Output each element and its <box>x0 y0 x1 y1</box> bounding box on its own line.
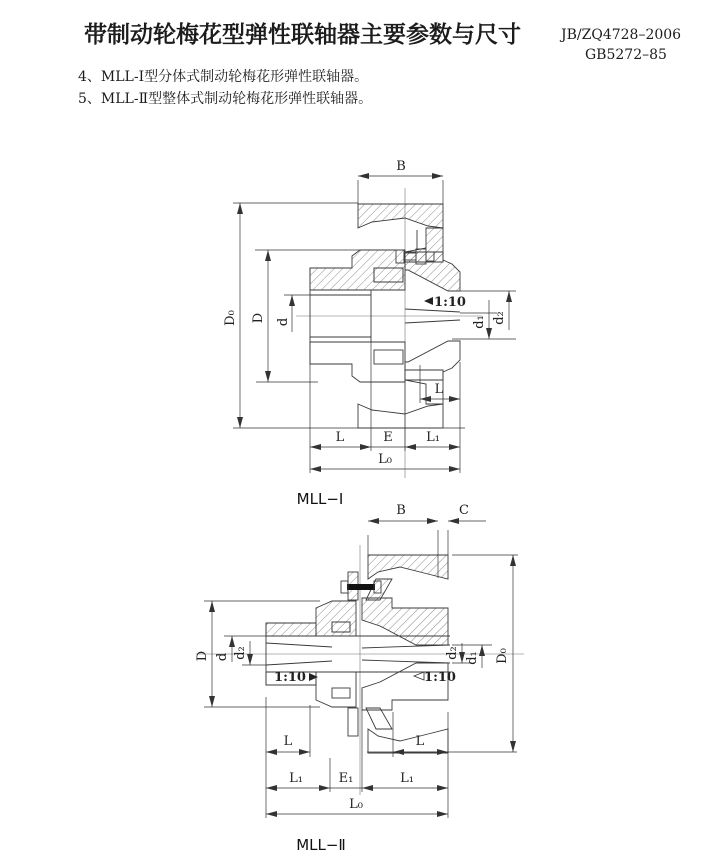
page-title: 带制动轮梅花型弹性联轴器主要参数与尺寸 <box>84 21 521 47</box>
figure-mll-2 <box>195 503 524 854</box>
figure-mll-1 <box>223 159 516 508</box>
fig1-left-hub-section <box>310 250 405 290</box>
fig2-taper-text-right: 1:10 <box>424 670 456 685</box>
standard-number-1: JB/ZQ4728–2006 <box>561 27 682 43</box>
fig2-left-hub-section <box>266 623 316 636</box>
fig1-dim-d: d <box>276 317 291 327</box>
fig1-caption: MLL−Ⅰ <box>296 490 344 508</box>
fig1-dim-E: E <box>383 430 393 445</box>
fig1-brake-wheel-rim <box>358 204 443 228</box>
fig2-right-hub-section <box>362 598 448 645</box>
fig2-dim-L-left: L <box>283 734 293 749</box>
fig1-dim-D0: D₀ <box>223 310 238 326</box>
standard-number-2: GB5272–85 <box>585 47 667 63</box>
fig2-dim-C: C <box>459 503 469 518</box>
fig2-dim-B: B <box>396 503 406 518</box>
fig1-dim-d2: d₂ <box>492 311 507 325</box>
note-item-4: 4、MLL-Ⅰ型分体式制动轮梅花形弹性联轴器。 <box>78 69 369 85</box>
fig1-right-hub-section <box>405 252 460 291</box>
fig2-dim-d2-right: d₂ <box>445 646 460 660</box>
fig1-dim-L0: L₀ <box>378 452 392 467</box>
fig2-dim-d2-left: d₂ <box>233 646 248 660</box>
fig2-taper-text-left: 1:10 <box>274 670 306 685</box>
fig2-dim-L1-right: L₁ <box>400 771 414 786</box>
fig2-dim-L1-left: L₁ <box>289 771 303 786</box>
fig2-dim-D: D <box>195 650 210 662</box>
fig2-dim-d1: d₁ <box>465 651 480 665</box>
note-item-5: 5、MLL-Ⅱ型整体式制动轮梅花形弹性联轴器。 <box>78 91 373 107</box>
fig1-dim-L: L <box>335 430 345 445</box>
fig2-caption: MLL−Ⅱ <box>296 836 346 854</box>
fig1-taper-text: 1:10 <box>434 295 466 310</box>
fig2-dim-D0: D₀ <box>495 648 510 664</box>
fig2-dim-d: d <box>215 652 230 662</box>
fig1-dim-B: B <box>396 159 406 174</box>
fig2-dim-L0: L₀ <box>349 797 363 812</box>
fig2-dim-L-right: L <box>415 734 425 749</box>
fig1-dim-L1: L₁ <box>426 430 440 445</box>
fig1-dim-D: D <box>251 312 266 324</box>
fig2-brake-wheel-rim <box>368 555 448 579</box>
fig1-dim-L-right: L <box>434 382 444 397</box>
fig1-dim-d1: d₁ <box>472 315 487 329</box>
fig2-dim-E1: E₁ <box>338 771 354 786</box>
fig1-taper-label <box>424 295 466 310</box>
